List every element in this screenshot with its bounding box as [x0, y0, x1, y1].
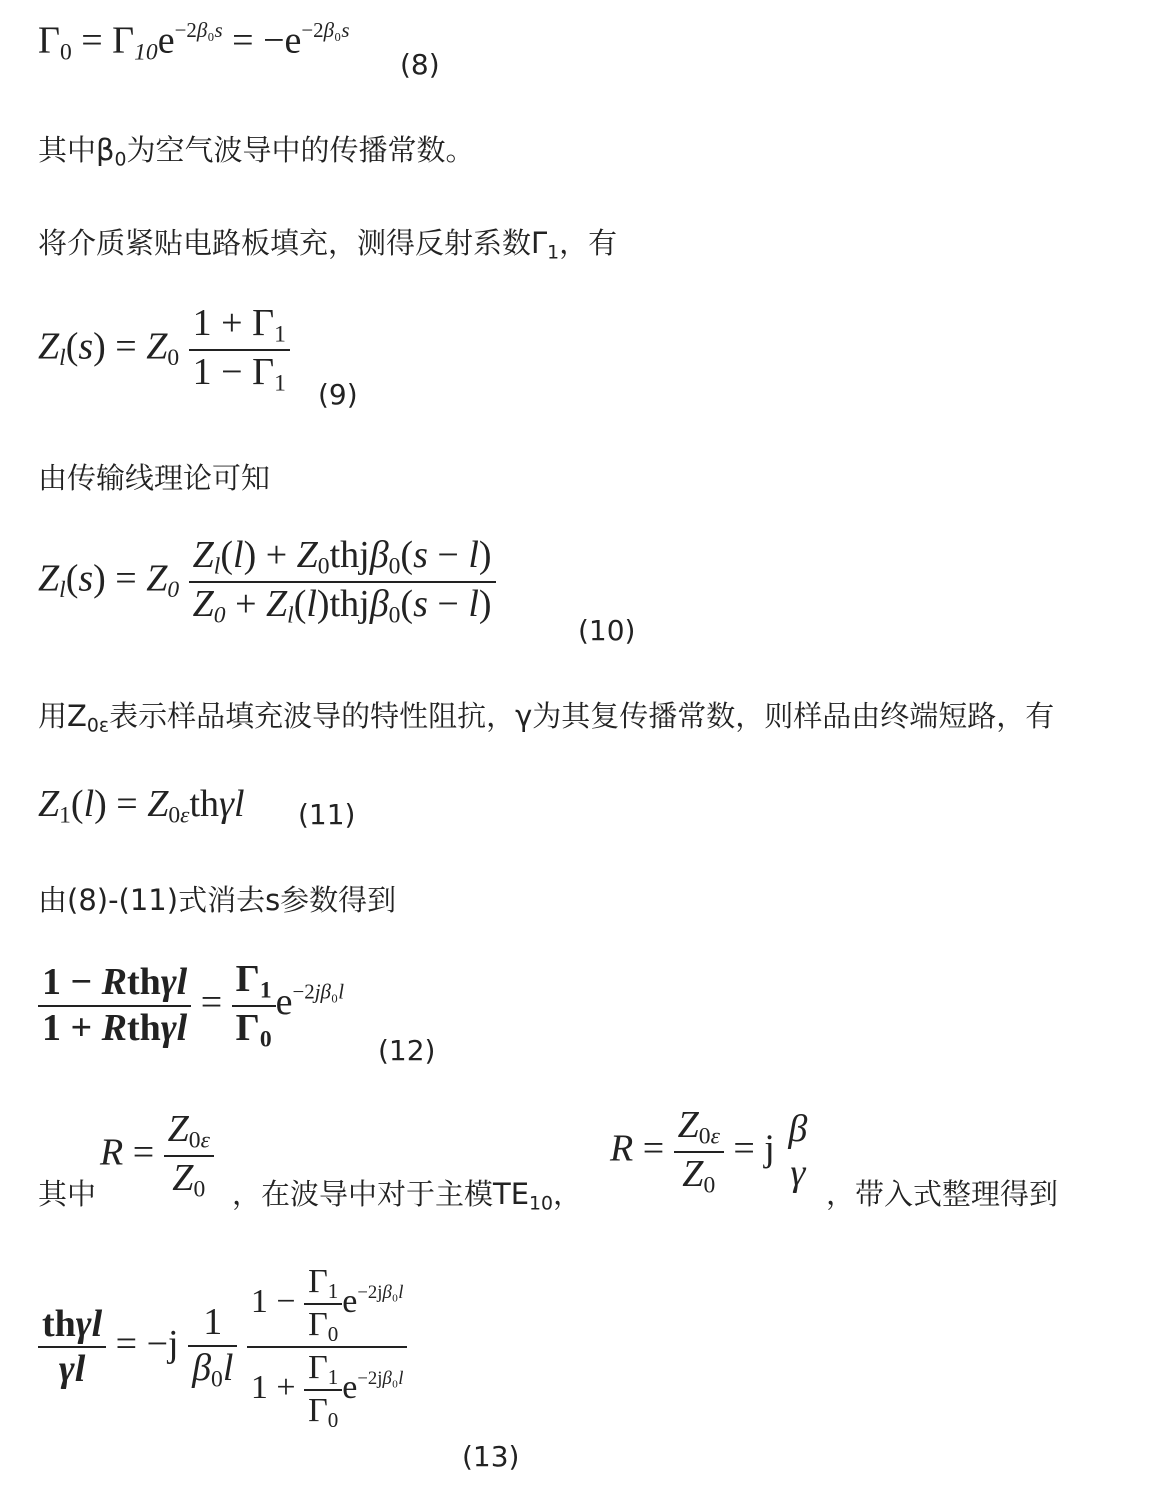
equation-12: $\frac{\text{1 − Rthγl}}{\text{1 + Rthγl}}$ = $\frac{\Gamma_1}{\Gamma_0}$ $e^{-2j\beta_0l}$ [38, 958, 344, 1053]
paragraph-z0e-post: 表示样品填充波导的特性阻抗，γ为其复传播常数，则样品由终端短路，有 [109, 699, 1055, 733]
equation-13-left-fraction: $\frac{\text{thγl}}{\gamma l}$ [38, 1303, 106, 1392]
inline-formula-r-definition: R = $\frac{Z_{0\varepsilon}}{Z_0}$ [100, 1108, 214, 1203]
inline-formula-r-te10: R = $\frac{Z_{0\varepsilon}}{Z_0}$ = j β γ [610, 1104, 808, 1199]
paragraph-6-comma: ， [553, 1177, 583, 1211]
paragraph-6-te10-text: ，在波导中对于主模TE [232, 1177, 530, 1211]
paragraph-fill-pre: 将介质紧贴电路板填充，测得反射系数Γ [38, 226, 548, 260]
paragraph-fill-post: ，有 [559, 226, 618, 260]
paragraph-beta0-pre: 其中β [38, 133, 115, 167]
equation-10: $Z_l(s) = Z_0$ $\frac{Z_l(l) + Z_0thj\beta_0(s - l)}{Z_0 + Z_l(l)thj\beta_0(s - l)}$ [38, 534, 496, 629]
paragraph-beta0 [38, 132, 475, 179]
paragraph-beta0-sub: 0 [114, 149, 127, 171]
paragraph-6-end: ，带入式整理得到 [826, 1177, 1059, 1211]
paragraph-eliminate-s: 由(8)-(11)式消去s参数得到 [38, 883, 397, 917]
equation-13: $\frac{\text{thγl}}{\gamma l}$ = −j $\frac{1}{\beta_0l}$ 1 − $\frac{\Gamma_1}{\Gamma_0}$ $e^{-2j\beta_0l}$ 1 + $\frac{\Gamma_1}{\Gamma_0}$ $e^{-2j\beta_0l}$ [38, 1262, 407, 1433]
paragraph-6-start: 其中 [38, 1177, 97, 1211]
paragraph-6-te10 [232, 1176, 582, 1223]
equation-8-label: (8) [400, 48, 440, 81]
equation-8: $\Gamma_0 = \Gamma_{10}e^{-2\beta_0s} = -e^{-2\beta_0s}$ [38, 18, 350, 66]
equation-12-left-fraction: $\frac{\text{1 − Rthγl}}{\text{1 + Rthγl}}$ [38, 961, 191, 1050]
equation-12-label: (12) [378, 1034, 436, 1067]
equation-10-label: (10) [578, 614, 636, 647]
paragraph-fill-sub: 1 [547, 242, 560, 264]
equation-9-fraction: $\frac{1 + \Gamma_1}{1 - \Gamma_1}$ [189, 302, 290, 397]
equation-12-right-fraction: $\frac{\Gamma_1}{\Gamma_0}$ [232, 958, 276, 1053]
paragraph-characteristic-impedance [38, 698, 1054, 745]
equation-13-right-fraction: 1 − $\frac{\Gamma_1}{\Gamma_0}$ $e^{-2j\beta_0l}$ 1 + $\frac{\Gamma_1}{\Gamma_0}$ $e^{-2j\beta_0l}$ [247, 1262, 408, 1433]
equation-9-label: (9) [318, 378, 358, 411]
equation-13-middle-fraction: $\frac{1}{\beta_0l}$ [188, 1301, 237, 1393]
paragraph-transmission-line: 由传输线理论可知 [38, 461, 271, 495]
equation-10-fraction: $\frac{Z_l(l) + Z_0thj\beta_0(s - l)}{Z_0 + Z_l(l)thj\beta_0(s - l)}$ [189, 534, 496, 629]
equation-9: $Z_l(s) = Z_0$ $\frac{1 + \Gamma_1}{1 - \Gamma_1}$ [38, 302, 290, 397]
equation-13-label: (13) [462, 1440, 520, 1473]
paragraph-z0e-pre: 用Z [38, 699, 87, 733]
paragraph-fill-dielectric [38, 225, 617, 272]
paragraph-beta0-post: 为空气波导中的传播常数。 [126, 133, 475, 167]
paragraph-z0e-sub: 0ε [86, 715, 110, 737]
paragraph-6-te10-sub: 10 [529, 1193, 554, 1215]
equation-11-label: (11) [298, 798, 356, 831]
equation-11: $Z_1(l) = Z_{0\varepsilon}th\gamma l$ [38, 783, 245, 829]
